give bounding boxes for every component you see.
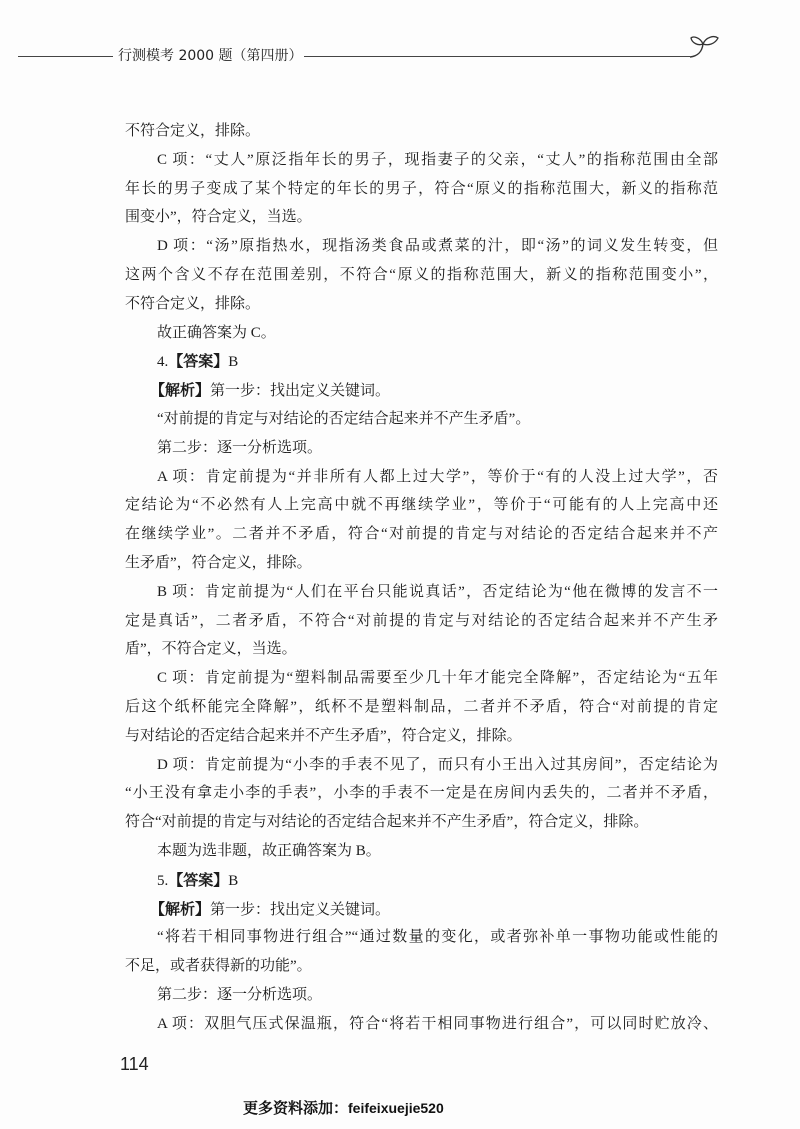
text-line: B 项：肯定前提为“人们在平台只能说真话”，否定结论为“他在微博的发言不一 bbox=[157, 583, 718, 600]
q5-analysis-step1 bbox=[125, 895, 718, 924]
text-line: C 项：肯定前提为“塑料制品需要至少几十年才能完全降解”，否定结论为“五年 bbox=[157, 670, 718, 687]
q5-option-a-analysis bbox=[125, 1010, 718, 1039]
text-line: 年长的男子变成了某个特定的年长的男子，符合“原义的指称范围大，新义的指称范 bbox=[125, 180, 718, 197]
analysis-label: 【解析】 bbox=[150, 381, 211, 400]
text-line: 定结论为“不必然有人上完高中就不再继续学业”，等价于“可能有的人上完高中还 bbox=[125, 497, 718, 514]
answer-number: 5. bbox=[157, 872, 169, 889]
q4-option-a-analysis bbox=[125, 463, 718, 578]
text-line: “对前提的肯定与对结论的否定结合起来并不产生矛盾”。 bbox=[157, 410, 531, 427]
text-line: 围变小”，符合定义，当选。 bbox=[125, 209, 312, 226]
footer-label: 更多资料添加： bbox=[243, 1099, 349, 1117]
text-line: C 项：“丈人”原泛指年长的男子，现指妻子的父亲，“丈人”的指称范围由全部 bbox=[157, 151, 718, 168]
continued-text bbox=[125, 117, 718, 146]
analysis-text: 第一步：找出定义关键词。 bbox=[210, 901, 391, 918]
text-line: D 项：“汤”原指热水，现指汤类食品或煮菜的汁，即“汤”的词义发生转变，但 bbox=[157, 238, 718, 255]
header-rule-right bbox=[304, 56, 690, 57]
analysis-label: 【解析】 bbox=[150, 899, 211, 918]
answer-label: 【答案】 bbox=[168, 870, 229, 889]
q3-option-d-analysis bbox=[125, 232, 718, 318]
text-line: 后这个纸杯能完全降解”，纸杯不是塑料制品，二者并不矛盾，符合“对前提的肯定 bbox=[125, 698, 718, 715]
sprout-leaf-left bbox=[691, 37, 703, 45]
page-body bbox=[125, 117, 718, 1039]
text-line: “小王没有拿走小李的手表”，小李的手表不一定是在房间内丢失的，二者并不矛盾， bbox=[125, 785, 718, 802]
text-line: 不符合定义，排除。 bbox=[125, 123, 261, 139]
page-number: 114 bbox=[120, 1054, 149, 1074]
answer-label: 【答案】 bbox=[168, 352, 229, 371]
text-line: 第二步：逐一分析选项。 bbox=[157, 986, 323, 1003]
q3-conclusion bbox=[125, 319, 718, 348]
q4-option-c-analysis bbox=[125, 664, 718, 750]
text-line: 生矛盾”，符合定义，排除。 bbox=[125, 554, 312, 571]
text-line: 故正确答案为 C。 bbox=[157, 324, 276, 341]
footer-note bbox=[243, 1097, 444, 1119]
text-line: D 项：肯定前提为“小李的手表不见了，而只有小王出入过其房间”，否定结论为 bbox=[157, 756, 718, 773]
text-line: 与对结论的否定结合起来并不产生矛盾”，符合定义，排除。 bbox=[125, 727, 522, 744]
q5-answer bbox=[125, 866, 718, 895]
answer-value: B bbox=[228, 354, 239, 371]
text-line: A 项：双胆气压式保温瓶，符合“将若干相同事物进行组合”，可以同时贮放冷、 bbox=[157, 1015, 718, 1032]
q4-step2 bbox=[125, 434, 718, 463]
q5-step2 bbox=[125, 981, 718, 1010]
q4-option-b-analysis bbox=[125, 578, 718, 664]
q4-analysis-step1 bbox=[125, 376, 718, 405]
sprout-stem bbox=[690, 44, 703, 57]
header-rule-left bbox=[18, 56, 113, 57]
text-line: 盾”，不符合定义，当选。 bbox=[125, 641, 297, 658]
text-line: A 项：肯定前提为“并非所有人都上过大学”，等价于“有的人没上过大学”，否 bbox=[157, 468, 718, 485]
analysis-text: 第一步：找出定义关键词。 bbox=[210, 383, 391, 400]
q4-option-d-analysis bbox=[125, 751, 718, 837]
sprout-leaf-right bbox=[703, 37, 718, 45]
header-title: 行测模考 2000 题（第四册） bbox=[118, 48, 303, 64]
q3-option-c-analysis bbox=[125, 146, 718, 232]
answer-number: 4. bbox=[157, 354, 169, 371]
text-line: 在继续学业”。二者并不矛盾，符合“对前提的肯定与对结论的否定结合起来并不产 bbox=[125, 526, 718, 543]
answer-value: B bbox=[228, 872, 239, 889]
text-line: 不足，或者获得新的功能”。 bbox=[125, 958, 312, 975]
text-line: 定是真话”，二者矛盾，不符合“对前提的肯定与对结论的否定结合起来并不产生矛 bbox=[125, 612, 718, 629]
text-line: 第二步：逐一分析选项。 bbox=[157, 439, 323, 456]
text-line: 符合“对前提的肯定与对结论的否定结合起来并不产生矛盾”，符合定义，排除。 bbox=[125, 814, 649, 831]
q5-definition-keywords bbox=[125, 923, 718, 981]
text-line: “将若干相同事物进行组合”“通过数量的变化，或者弥补单一事物功能或性能的 bbox=[157, 929, 718, 946]
sprout-icon bbox=[688, 32, 720, 60]
text-line: 不符合定义，排除。 bbox=[125, 295, 261, 312]
q4-answer bbox=[125, 347, 718, 376]
text-line: 本题为选非题，故正确答案为 B。 bbox=[157, 842, 381, 859]
q4-definition-keyword bbox=[125, 405, 718, 434]
footer-contact: feifeixuejie520 bbox=[348, 1100, 444, 1116]
q4-conclusion bbox=[125, 837, 718, 866]
text-line: 这两个含义不存在范围差别，不符合“原义的指称范围大，新义的指称范围变小”， bbox=[125, 266, 718, 283]
